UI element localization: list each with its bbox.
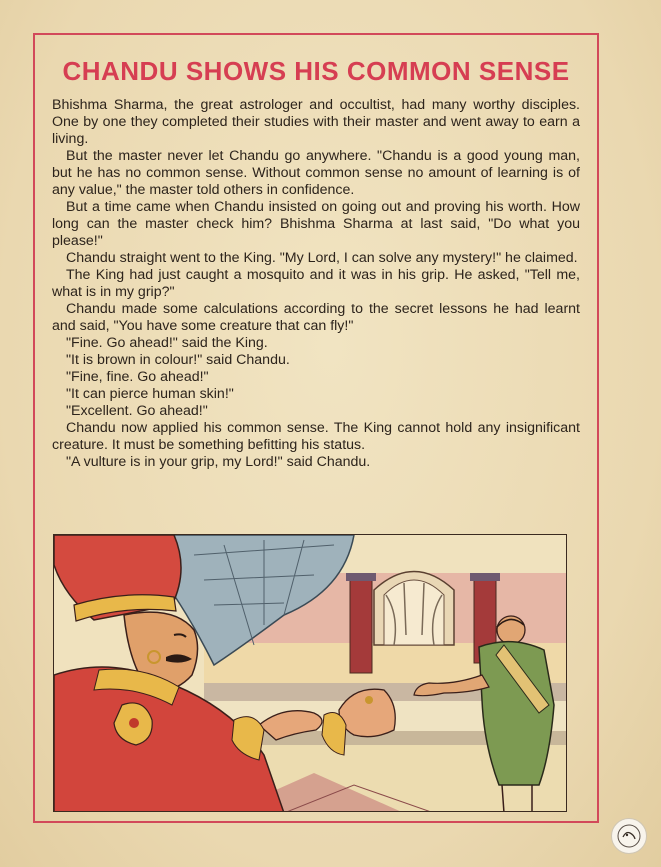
paragraph: "It can pierce human skin!" [66, 386, 234, 402]
paragraph: The King had just caught a mosquito and it was in his grip. He asked, "Tell me, what is in my grip?" [52, 267, 580, 300]
paragraph: But the master never let Chandu go anywhere. "Chandu is a good young man, but he has no common sense. Without common sense no amount of learning is of any value," the master told others in confidence. [52, 148, 580, 198]
paragraph: "Fine, fine. Go ahead!" [66, 369, 209, 385]
paragraph: Bhishma Sharma, the great astrologer and occultist, had many worthy disciples. One by one they completed their studies with their master and went away to earn a living. [52, 97, 580, 147]
paragraph: "A vulture is in your grip, my Lord!" said Chandu. [66, 454, 371, 470]
paragraph: "Fine. Go ahead!" said the King. [66, 335, 268, 351]
paragraph: But a time came when Chandu insisted on going out and proving his worth. How long can the master check him? Bhishma Sharma at last said, "Do what you please!" [52, 199, 580, 249]
paragraph: Chandu now applied his common sense. The King cannot hold any insignificant creature. It must be something befitting his status. [52, 420, 580, 453]
paragraph: "It is brown in colour!" said Chandu. [66, 352, 290, 368]
story-title: CHANDU SHOWS HIS COMMON SENSE [62, 56, 570, 86]
paragraph: Chandu made some calculations according to the secret lessons he had learnt and said, "You have some creature that can fly!" [52, 301, 580, 334]
library-stamp-icon [611, 818, 647, 854]
paragraph: "Excellent. Go ahead!" [66, 403, 208, 419]
story-text [52, 97, 580, 471]
king-and-chandu-illustration [53, 534, 567, 812]
paragraph: Chandu straight went to the King. "My Lord, I can solve any mystery!" he claimed. [66, 250, 578, 266]
